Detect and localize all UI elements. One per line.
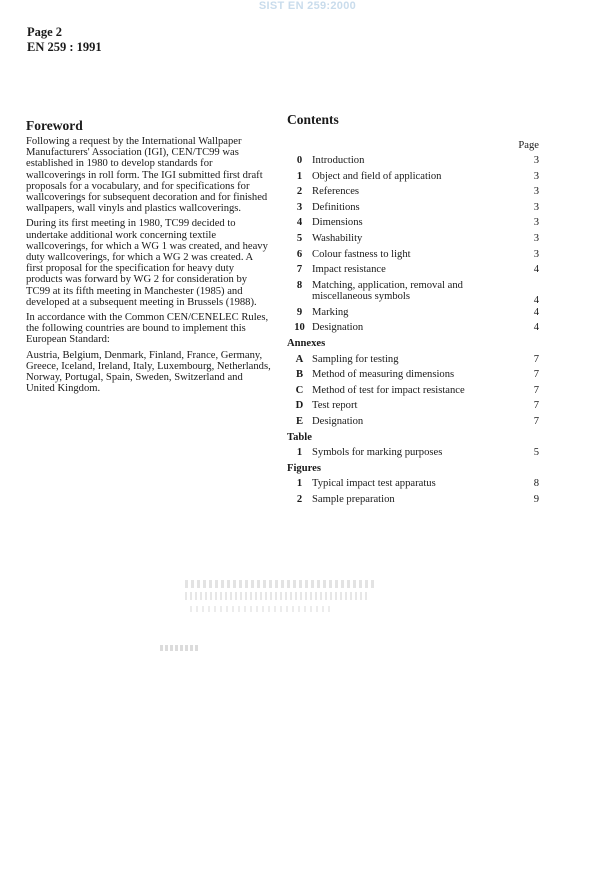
toc-title: Designation — [312, 415, 364, 427]
toc-number: 4 — [296, 217, 303, 229]
toc-title: Symbols for marking purposes — [312, 447, 443, 459]
figures-heading: Figures — [287, 462, 321, 474]
toc-page: 4 — [533, 264, 539, 276]
toc-title: Method of measuring dimensions — [312, 369, 455, 381]
toc-number: 0 — [296, 155, 303, 166]
toc-page: 7 — [533, 369, 539, 381]
toc-page: 3 — [533, 201, 539, 213]
toc-page: 3 — [533, 248, 539, 260]
annexes-heading: Annexes — [287, 337, 326, 349]
toc-entry[interactable] — [287, 494, 539, 510]
toc-title: Sampling for testing — [312, 353, 399, 365]
toc-number: 2 — [296, 186, 303, 198]
toc-page: 5 — [533, 447, 539, 459]
toc-entry[interactable] — [287, 249, 539, 265]
toc-number: 3 — [296, 201, 303, 213]
page-header — [27, 25, 102, 55]
toc-entry[interactable] — [287, 186, 539, 202]
toc-page: 3 — [533, 155, 539, 166]
toc-entry[interactable] — [287, 447, 539, 463]
toc-entry[interactable] — [287, 217, 539, 233]
toc-number: 1 — [296, 447, 303, 459]
toc-number: 7 — [296, 264, 303, 276]
toc-entry[interactable] — [287, 369, 539, 385]
toc-title: Dimensions — [312, 217, 363, 229]
toc-title: Marking — [312, 306, 349, 318]
toc-page: 7 — [533, 384, 539, 396]
toc-page: 3 — [533, 170, 539, 182]
toc-number: 1 — [296, 478, 303, 490]
toc-number: C — [295, 384, 304, 396]
foreword-paragraph: Austria, Belgium, Denmark, Finland, France, Germany, Greece, Iceland, Ireland, Italy, Luxembourg, Netherlands, Norway, Portugal, Spain, Sweden, Switzerland and United Kingdom. — [26, 349, 271, 395]
toc-title: Method of test for impact resistance — [312, 384, 465, 396]
toc-title: Introduction — [312, 155, 365, 166]
foreword-paragraph: During its first meeting in 1980, TC99 decided to undertake additional work concerning textile wallcoverings, for which a WG 1 was created, and heavy duty wallcoverings, for which a WG 2 was created. A first proposal for the specification for heavy duty products was forward by WG 2 for consideration by TC99 at its fifth meeting in Manchester (1985) and developed at a subsequent meeting in Brussels (1988). — [26, 218, 268, 308]
document-id: EN 259 : 1991 — [27, 40, 102, 54]
toc-number: B — [295, 369, 304, 381]
toc-entry[interactable] — [287, 478, 539, 494]
toc-number: E — [295, 415, 304, 427]
page-column-header: Page — [518, 140, 539, 151]
toc-title: Matching, application, removal and miscellaneous symbols — [312, 279, 463, 303]
toc-page: 7 — [533, 400, 539, 412]
toc-number: 6 — [296, 248, 303, 260]
contents-section — [287, 112, 539, 509]
toc-title: Sample preparation — [312, 493, 395, 505]
toc-entry[interactable] — [287, 171, 539, 187]
foreword-paragraph: Following a request by the International Wallpaper Manufacturers' Association (IGI), CEN/TC99 was established in 1980 to develop standards for wallcoverings in roll form. The IGI submitted first draft proposals for a vocabulary, and for specifications for wallcoverings for subsequent decoration and for finished wallpapers, wall vinyls and plastics wallcoverings. — [26, 136, 268, 215]
toc-page: 3 — [533, 186, 539, 198]
toc-page: 8 — [533, 478, 539, 490]
page-number: Page 2 — [27, 25, 63, 39]
contents-title: Contents — [287, 112, 339, 127]
foreword-title: Foreword — [26, 118, 83, 133]
toc-entry[interactable] — [287, 202, 539, 218]
toc-entry[interactable] — [287, 400, 539, 416]
toc-title: Impact resistance — [312, 264, 386, 276]
toc-title: Designation — [312, 322, 364, 334]
toc-title: Typical impact test apparatus — [312, 478, 436, 490]
toc-number: D — [295, 400, 304, 412]
toc-page: 3 — [533, 232, 539, 244]
toc-title: Definitions — [312, 201, 360, 213]
toc-number: 1 — [296, 170, 303, 182]
toc-page: 4 — [533, 295, 539, 307]
toc-number: 5 — [296, 232, 303, 244]
stamp-residue — [185, 580, 385, 660]
toc-entry[interactable] — [287, 264, 539, 280]
toc-entry[interactable] — [287, 280, 539, 307]
toc-number: A — [295, 353, 304, 365]
toc-number: 10 — [294, 322, 305, 334]
foreword-paragraph: In accordance with the Common CEN/CENELEC Rules, the following countries are bound to implement this European Standard: — [26, 312, 269, 346]
toc-number: 2 — [296, 493, 303, 505]
toc-page: 9 — [533, 493, 539, 505]
toc-entry[interactable] — [287, 233, 539, 249]
toc-page: 3 — [533, 217, 539, 229]
toc-entry[interactable] — [287, 322, 539, 338]
toc-entry[interactable] — [287, 155, 539, 171]
toc-entry[interactable] — [287, 416, 539, 432]
table-heading: Table — [287, 431, 312, 443]
toc-title: Colour fastness to light — [312, 248, 411, 260]
toc-entry[interactable] — [287, 307, 539, 323]
foreword-section — [26, 118, 272, 398]
toc-title: Washability — [312, 232, 363, 244]
toc-title: Object and field of application — [312, 170, 442, 182]
toc-page: 4 — [533, 322, 539, 334]
toc-page: 7 — [533, 415, 539, 427]
toc-title: References — [312, 186, 360, 198]
toc-number: 8 — [296, 279, 303, 291]
toc-page: 4 — [533, 306, 539, 318]
toc-title: Test report — [312, 400, 358, 412]
toc-entry[interactable] — [287, 385, 539, 401]
toc-page: 7 — [533, 353, 539, 365]
toc-entry[interactable] — [287, 354, 539, 370]
toc-number: 9 — [296, 306, 303, 318]
watermark: SIST EN 259:2000 — [258, 0, 357, 12]
